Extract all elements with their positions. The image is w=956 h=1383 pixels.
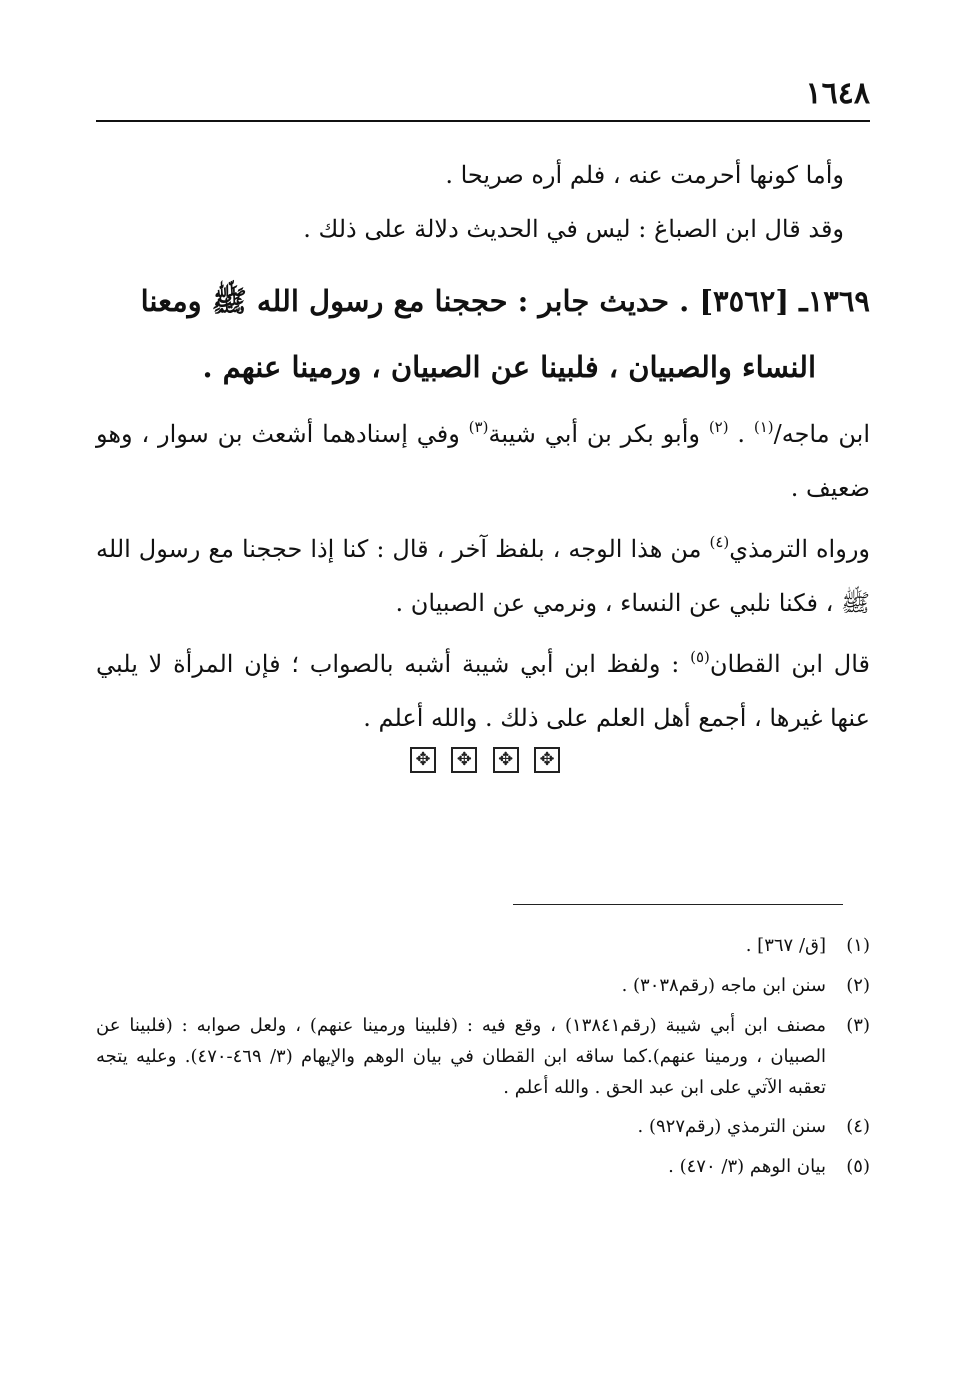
footnote	[96, 1147, 870, 1187]
footnote-ref[interactable]: (٢)	[708, 418, 729, 436]
footnote-rule	[513, 904, 843, 905]
footnote-text: مصنف ابن أبي شيبة (رقم١٣٨٤١) ، وقع فيه : (فلبينا ورمينا عنهم) ، ولعل صوابه : (فلبينا عن الصبيان ، ورمينا عنهم).كما ساقه ابن القطان في بيان الوهم والإيهام (٣/ ٤٦٩-٤٧٠). وعليه يتجه تعقبه الآتي على ابن عبد الحق . والله أعلم .	[96, 1015, 826, 1098]
footnote-number: (٣)	[846, 1015, 870, 1036]
paragraph: وقد قال ابن الصباغ : ليس في الحديث دلالة على ذلك .	[303, 215, 844, 243]
main-text	[96, 148, 870, 745]
footnote-ref[interactable]: (١)	[753, 418, 774, 436]
footnote	[96, 966, 870, 1006]
text-run: : ولفظ ابن أبي شيبة أشبه بالصواب ؛ فإن المرأة لا يلبي عنها غيرها ، أجمع أهل العلم على ذلك . والله أعلم .	[96, 650, 870, 732]
text-run: ابن ماجه/	[773, 420, 871, 448]
footnote-number: (٢)	[846, 975, 870, 996]
paragraph: وأما كونها أحرمت عنه ، فلم أره صريحا .	[445, 161, 844, 189]
commentary-paragraph	[96, 515, 870, 630]
text-run: من هذا الوجه ، بلفظ آخر ، قال : كنا إذا حججنا مع رسول الله ﷺ ، فكنا نلبي عن النساء ، ونرمي عن الصبيان .	[96, 535, 870, 617]
footnote-ref[interactable]: (٤)	[709, 533, 730, 551]
ornamental-star-icon: ✥	[410, 747, 436, 773]
footnote	[96, 926, 870, 966]
section-divider-ornaments	[410, 747, 560, 777]
ornamental-star-icon: ✥	[534, 747, 560, 773]
footnote-ref[interactable]: (٣)	[468, 418, 489, 436]
footnote-text: بيان الوهم (٣/ ٤٧٠) .	[668, 1156, 826, 1177]
footnote-text: سنن الترمذي (رقم٩٢٧) .	[637, 1116, 826, 1137]
footnote	[96, 1107, 870, 1147]
text-run: قال ابن القطان	[709, 650, 871, 678]
header-rule	[96, 120, 870, 122]
text-run: .	[728, 420, 754, 448]
ornamental-star-icon: ✥	[451, 747, 477, 773]
footnote-text: سنن ابن ماجه (رقم٣٠٣٨) .	[621, 975, 826, 996]
page-number: ١٦٤٨	[805, 76, 870, 111]
footnote-number: (٥)	[846, 1156, 870, 1177]
footnote-number: (١)	[846, 935, 870, 956]
text-run: ورواه الترمذي	[729, 535, 870, 563]
footnote-number: (٤)	[846, 1116, 870, 1137]
footnote	[96, 1006, 870, 1107]
hadith-line: النساء والصبيان ، فلبينا عن الصبيان ، ورمينا عنهم .	[202, 350, 816, 384]
text-run: وفي إسنادهما أشعث بن سوار ، وهو ضعيف .	[96, 420, 870, 502]
ornamental-star-icon: ✥	[493, 747, 519, 773]
commentary-paragraph	[96, 400, 870, 515]
hadith-line: ١٣٦٩ـ [٣٥٦٢] . حديث جابر : حججنا مع رسول الله ﷺ ومعنا	[140, 284, 870, 318]
text-run: وأبو بكر بن أبي شيبة	[488, 420, 709, 448]
commentary-paragraph	[96, 630, 870, 745]
hadith-heading	[96, 268, 870, 400]
footnote-text: [ق/ ٣٦٧] .	[745, 935, 826, 956]
footnote-ref[interactable]: (٥)	[690, 648, 710, 666]
footnotes	[96, 926, 870, 1187]
